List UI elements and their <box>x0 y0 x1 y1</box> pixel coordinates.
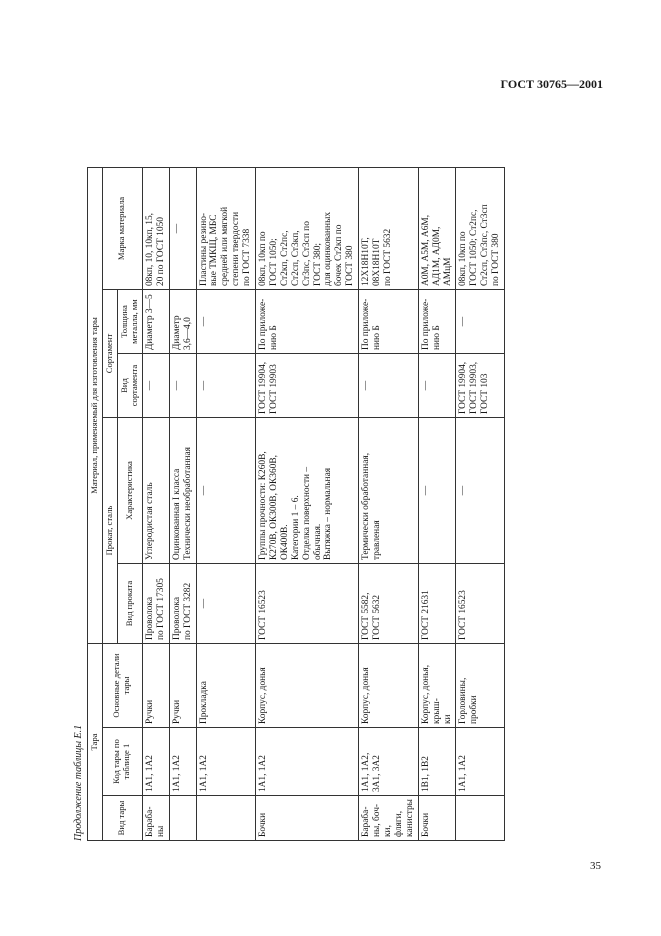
cell-sort: — <box>418 354 456 418</box>
table-row <box>456 168 505 841</box>
cell-vid: Бараба- ны <box>142 796 169 841</box>
cell-prokat: ГОСТ 5582, ГОСТ 5632 <box>359 564 419 644</box>
cell-detal: Корпус, донья <box>359 644 419 728</box>
cell-kod: 1А1, 1А2 <box>456 728 505 796</box>
cell-detal: Горловины, пробки <box>456 644 505 728</box>
cell-vid: Бараба- ны, боч- ки, фляги, канистры <box>359 796 419 841</box>
standard-header: ГОСТ 30765—2001 <box>500 77 603 91</box>
cell-tolsch: По приложе- нию Б <box>359 290 419 354</box>
cell-marka: 08кп, 10кп по ГОСТ 1050; Ст2кп, Ст2пс, Ст2сп, Ст3кп, Ст3пс, Ст3сп по ГОСТ 380; для оцинкованных бочек Ст2кп по ГОСТ 380 <box>256 168 359 290</box>
cell-marka: Пластины резино- вые ТМКЩ, МБС средней или мягкой степени твердости по ГОСТ 7338 <box>196 168 256 290</box>
cell-prokat: ГОСТ 21631 <box>418 564 456 644</box>
cell-prokat: ГОСТ 16523 <box>456 564 505 644</box>
header-tolschina: Толщина металла, мм <box>117 290 142 354</box>
cell-harakt: — <box>418 418 456 564</box>
cell-kod: 1В1, 1В2 <box>418 728 456 796</box>
cell-detal: Корпус, донья, крыш- ки <box>418 644 456 728</box>
table-row <box>169 168 196 841</box>
cell-sort: — <box>359 354 419 418</box>
rotated-table-block <box>73 121 603 841</box>
header-harakteristika: Характеристика <box>117 418 142 564</box>
cell-tolsch: Диаметр 3—5 <box>142 290 169 354</box>
cell-marka: 08кп, 10кп по ГОСТ 1050; Ст2пс, Ст2сп, Ст3пс, Ст3сп по ГОСТ 380 <box>456 168 505 290</box>
header-kod-tary: Код тары по таблице 1 <box>102 728 142 796</box>
cell-sort: ГОСТ 19904, ГОСТ 19903, ГОСТ 103 <box>456 354 505 418</box>
cell-detal: Ручки <box>169 644 196 728</box>
cell-kod: 1А1, 1А2 <box>169 728 196 796</box>
cell-harakt: — <box>196 418 256 564</box>
table-row <box>359 168 419 841</box>
cell-vid <box>456 796 505 841</box>
cell-marka: 08кп, 10, 10кп, 15, 20 по ГОСТ 1050 <box>142 168 169 290</box>
table-row <box>196 168 256 841</box>
cell-detal: Прокладка <box>196 644 256 728</box>
cell-detal: Ручки <box>142 644 169 728</box>
cell-vid <box>169 796 196 841</box>
cell-marka: 12Х18Н10Т, 08Х18Н10Т по ГОСТ 5632 <box>359 168 419 290</box>
cell-kod: 1А1, 1А2 <box>256 728 359 796</box>
cell-vid <box>196 796 256 841</box>
cell-sort: — <box>196 354 256 418</box>
cell-kod: 1А1, 1А2 <box>142 728 169 796</box>
header-vid-tary: Вид тары <box>102 796 142 841</box>
header-vid-sortamenta: Вид сортамента <box>117 354 142 418</box>
cell-sort: ГОСТ 19904, ГОСТ 19903 <box>256 354 359 418</box>
cell-harakt: Термически обработанная, травленая <box>359 418 419 564</box>
cell-sort: — <box>169 354 196 418</box>
table-row <box>142 168 169 841</box>
cell-harakt: — <box>456 418 505 564</box>
header-osnovnye-detali: Основные детали тары <box>102 644 142 728</box>
cell-tolsch: Диаметр 3,6—4,0 <box>169 290 196 354</box>
cell-harakt: Оцинкованная I класса Технически необработанная <box>169 418 196 564</box>
cell-tolsch: По приложе- нию Б <box>418 290 456 354</box>
cell-vid: Бочки <box>418 796 456 841</box>
cell-prokat: — <box>196 564 256 644</box>
cell-prokat: Проволока по ГОСТ 17305 <box>142 564 169 644</box>
materials-table <box>87 167 505 841</box>
header-prokat: Прокат, сталь <box>102 418 117 644</box>
cell-sort: — <box>142 354 169 418</box>
cell-marka: А0М, А5М, А6М, АД1М, АД0М, АМцМ <box>418 168 456 290</box>
header-material: Материал, применяемый для изготовления тары <box>88 168 103 644</box>
table-row <box>256 168 359 841</box>
cell-vid: Бочки <box>256 796 359 841</box>
cell-tolsch: — <box>196 290 256 354</box>
page-number: 35 <box>590 860 601 872</box>
cell-prokat: Проволока по ГОСТ 3282 <box>169 564 196 644</box>
header-vid-prokata: Вид проката <box>117 564 142 644</box>
cell-tolsch: По приложе- нию Б <box>256 290 359 354</box>
cell-tolsch: — <box>456 290 505 354</box>
header-marka: Марка материала <box>102 168 142 290</box>
cell-kod: 1А1, 1А2, 3А1, 3А2 <box>359 728 419 796</box>
cell-kod: 1А1, 1А2 <box>196 728 256 796</box>
table-row <box>418 168 456 841</box>
cell-marka: — <box>169 168 196 290</box>
cell-prokat: ГОСТ 16523 <box>256 564 359 644</box>
cell-harakt: Углеродистая сталь <box>142 418 169 564</box>
header-tara: Тара <box>88 644 103 841</box>
header-sortament: Сортамент <box>102 290 117 418</box>
cell-detal: Корпус, донья <box>256 644 359 728</box>
table-caption: Продолжение таблицы Е.1 <box>73 724 84 841</box>
cell-harakt: Группы прочности: К260В, К270В, ОК300В, ОК360В, ОК400В. Категории 1 – 6. Отделка поверхности – обычная. Вытяжка – нормальная <box>256 418 359 564</box>
